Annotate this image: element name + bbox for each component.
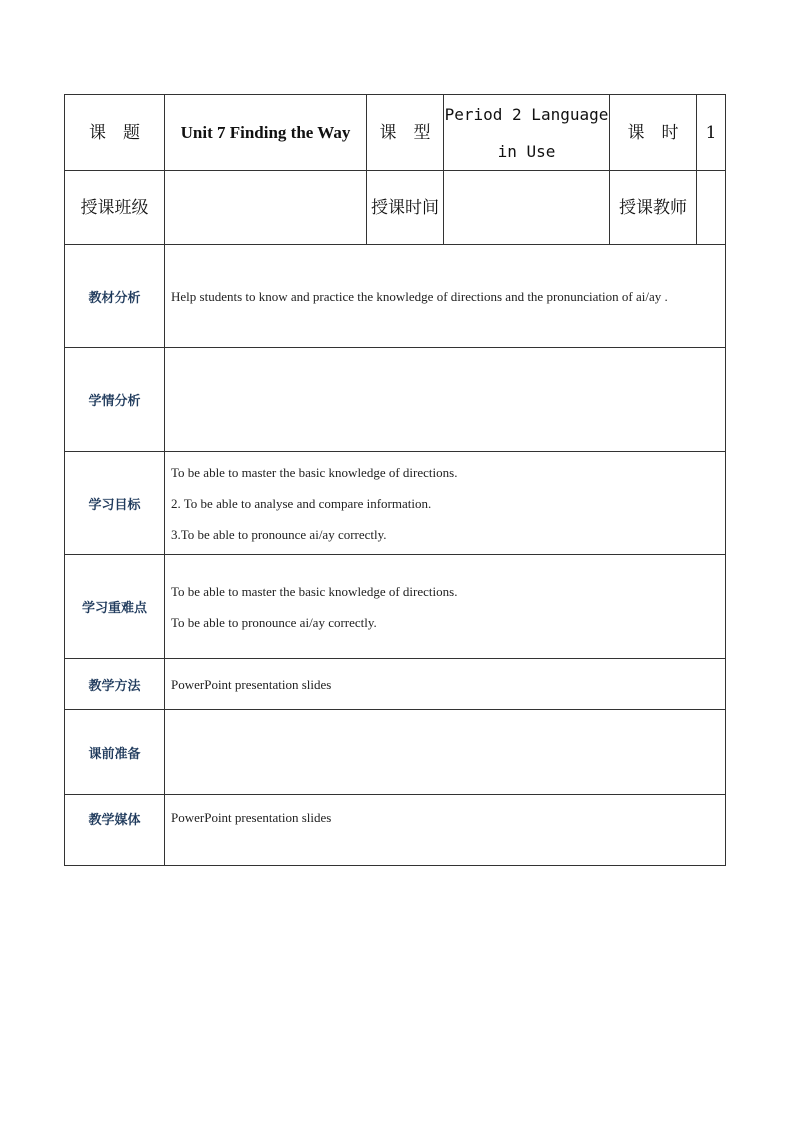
section-content <box>165 555 726 659</box>
section-row-learners <box>65 348 726 452</box>
class-value <box>165 171 367 245</box>
time-label: 授课时间 <box>367 171 444 245</box>
section-label: 学习目标 <box>65 452 165 555</box>
section-row-media <box>65 795 726 866</box>
section-content <box>165 795 726 866</box>
content-line: To be able to master the basic knowledge of directions. <box>171 583 458 599</box>
hours-label: 课 时 <box>610 95 697 171</box>
content-line: 3.To be able to pronounce ai/ay correctly. <box>171 526 387 542</box>
section-row-methods <box>65 659 726 710</box>
topic-label: 课 题 <box>65 95 165 171</box>
hours-value: 1 <box>697 95 726 171</box>
class-label: 授课班级 <box>65 171 165 245</box>
section-row-materials <box>65 245 726 348</box>
teacher-value <box>697 171 726 245</box>
content-line: PowerPoint presentation slides <box>171 676 332 692</box>
type-label: 课 型 <box>367 95 444 171</box>
content-line: To be able to pronounce ai/ay correctly. <box>171 614 377 630</box>
header-row-1 <box>65 95 726 171</box>
section-label: 课前准备 <box>65 710 165 795</box>
content-line: 2. To be able to analyse and compare information. <box>171 495 432 511</box>
section-label: 学情分析 <box>65 348 165 452</box>
section-row-key-points <box>65 555 726 659</box>
header-row-2 <box>65 171 726 245</box>
section-label: 教学媒体 <box>65 795 165 866</box>
section-content <box>165 659 726 710</box>
type-value: Period 2 Language in Use <box>444 95 610 171</box>
teacher-label: 授课教师 <box>610 171 697 245</box>
topic-value: Unit 7 Finding the Way <box>165 95 367 171</box>
section-label: 教学方法 <box>65 659 165 710</box>
section-row-objectives <box>65 452 726 555</box>
content-line: To be able to master the basic knowledge of directions. <box>171 464 458 480</box>
section-content <box>165 710 726 795</box>
section-content <box>165 348 726 452</box>
section-label: 教材分析 <box>65 245 165 348</box>
content-line: Help students to know and practice the knowledge of directions and the pronunciation of ai/ay . <box>171 288 668 304</box>
section-label: 学习重难点 <box>65 555 165 659</box>
section-row-preparation <box>65 710 726 795</box>
section-content <box>165 452 726 555</box>
section-content <box>165 245 726 348</box>
time-value <box>444 171 610 245</box>
lesson-plan-table <box>64 94 726 866</box>
content-line: PowerPoint presentation slides <box>171 810 332 825</box>
